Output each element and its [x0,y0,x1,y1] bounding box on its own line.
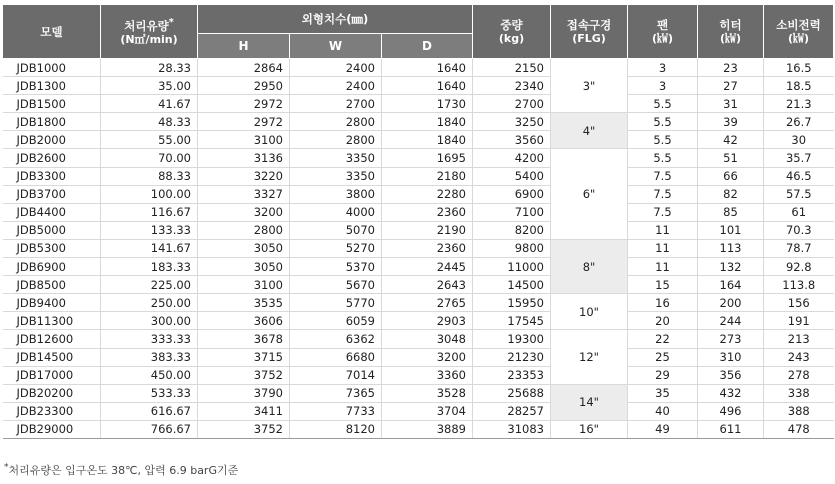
cell-model: JDB12600 [3,330,101,348]
cell-heater: 273 [698,330,764,348]
cell-h: 3411 [198,402,290,420]
cell-d: 2360 [382,203,473,221]
cell-power: 18.5 [764,77,834,95]
table-row [3,366,834,384]
cell-h: 2864 [198,59,290,77]
cell-model: JDB17000 [3,366,101,384]
cell-flow: 300.00 [101,312,198,330]
cell-flow: 133.33 [101,221,198,239]
footnote-text: 처리유량은 입구온도 38℃, 압력 6.9 barG기준 [8,464,239,477]
cell-h: 2800 [198,221,290,239]
cell-d: 3048 [382,330,473,348]
cell-fan: 11 [628,239,698,257]
cell-weight: 15950 [473,294,551,312]
cell-w: 8120 [290,420,382,438]
header-w: W [290,34,382,59]
cell-w: 7365 [290,384,382,402]
cell-flow: 35.00 [101,77,198,95]
cell-model: JDB2600 [3,149,101,167]
table-row [3,294,834,312]
cell-heater: 164 [698,276,764,294]
cell-h: 3100 [198,131,290,149]
cell-fan: 22 [628,330,698,348]
header-weight-unit: (kg) [498,31,525,45]
cell-flow: 28.33 [101,59,198,77]
table-row [3,221,834,239]
cell-weight: 3560 [473,131,551,149]
cell-flow: 616.67 [101,402,198,420]
cell-d: 1640 [382,77,473,95]
table-row [3,167,834,185]
cell-d: 2180 [382,167,473,185]
cell-heater: 82 [698,185,764,203]
cell-fan: 3 [628,59,698,77]
table-row [3,149,834,167]
table-row [3,59,834,77]
cell-heater: 42 [698,131,764,149]
cell-w: 2800 [290,113,382,131]
cell-power: 388 [764,402,834,420]
cell-fan: 5.5 [628,113,698,131]
cell-h: 3678 [198,330,290,348]
table-row [3,95,834,113]
cell-model: JDB11300 [3,312,101,330]
cell-power: 243 [764,348,834,366]
cell-w: 2400 [290,59,382,77]
cell-connection: 4" [551,113,628,149]
cell-d: 2280 [382,185,473,203]
cell-d: 1695 [382,149,473,167]
cell-weight: 6900 [473,185,551,203]
cell-flow: 48.33 [101,113,198,131]
cell-heater: 496 [698,402,764,420]
cell-weight: 9800 [473,239,551,257]
header-heater-unit: (㎾) [719,31,742,45]
cell-connection: 10" [551,294,628,330]
table-header [3,5,834,59]
cell-flow: 55.00 [101,131,198,149]
cell-h: 3606 [198,312,290,330]
cell-power: 478 [764,420,834,438]
cell-weight: 25688 [473,384,551,402]
cell-w: 5070 [290,221,382,239]
cell-flow: 183.33 [101,258,198,276]
cell-w: 3800 [290,185,382,203]
cell-power: 338 [764,384,834,402]
cell-weight: 8200 [473,221,551,239]
cell-model: JDB29000 [3,420,101,438]
cell-heater: 244 [698,312,764,330]
cell-w: 2700 [290,95,382,113]
footnote [4,462,238,478]
header-weight: 중량 (kg) [473,5,551,59]
cell-flow: 88.33 [101,167,198,185]
cell-d: 2643 [382,276,473,294]
cell-model: JDB1800 [3,113,101,131]
cell-w: 4000 [290,203,382,221]
cell-w: 5370 [290,258,382,276]
cell-h: 3715 [198,348,290,366]
cell-w: 2800 [290,131,382,149]
cell-fan: 5.5 [628,149,698,167]
cell-d: 3528 [382,384,473,402]
cell-fan: 15 [628,276,698,294]
cell-power: 26.7 [764,113,834,131]
cell-heater: 23 [698,59,764,77]
cell-model: JDB1500 [3,95,101,113]
table-row [3,239,834,257]
cell-model: JDB1300 [3,77,101,95]
cell-heater: 611 [698,420,764,438]
cell-power: 78.7 [764,239,834,257]
cell-model: JDB5000 [3,221,101,239]
cell-weight: 17545 [473,312,551,330]
cell-d: 3200 [382,348,473,366]
cell-heater: 101 [698,221,764,239]
cell-power: 113.8 [764,276,834,294]
cell-flow: 766.67 [101,420,198,438]
cell-flow: 141.67 [101,239,198,257]
cell-power: 70.3 [764,221,834,239]
table-row [3,113,834,131]
cell-d: 3704 [382,402,473,420]
cell-flow: 533.33 [101,384,198,402]
cell-h: 2972 [198,113,290,131]
header-fan-unit: (㎾) [651,31,674,45]
header-d: D [382,34,473,59]
cell-d: 1840 [382,113,473,131]
cell-power: 46.5 [764,167,834,185]
cell-heater: 132 [698,258,764,276]
cell-fan: 25 [628,348,698,366]
cell-d: 2360 [382,239,473,257]
cell-weight: 5400 [473,167,551,185]
cell-heater: 39 [698,113,764,131]
cell-heater: 85 [698,203,764,221]
cell-connection: 12" [551,330,628,384]
cell-h: 3050 [198,258,290,276]
cell-flow: 383.33 [101,348,198,366]
cell-h: 3200 [198,203,290,221]
cell-d: 3360 [382,366,473,384]
cell-power: 278 [764,366,834,384]
cell-w: 2400 [290,77,382,95]
cell-fan: 29 [628,366,698,384]
cell-flow: 250.00 [101,294,198,312]
cell-fan: 5.5 [628,95,698,113]
cell-h: 2950 [198,77,290,95]
cell-h: 3790 [198,384,290,402]
cell-weight: 31083 [473,420,551,438]
cell-flow: 450.00 [101,366,198,384]
cell-w: 3350 [290,149,382,167]
cell-d: 1730 [382,95,473,113]
cell-model: JDB14500 [3,348,101,366]
cell-d: 3889 [382,420,473,438]
cell-heater: 66 [698,167,764,185]
cell-weight: 14500 [473,276,551,294]
cell-power: 92.8 [764,258,834,276]
header-model: 모델 [3,5,101,59]
table-row [3,348,834,366]
cell-weight: 3250 [473,113,551,131]
cell-h: 3327 [198,185,290,203]
cell-power: 213 [764,330,834,348]
cell-w: 6680 [290,348,382,366]
cell-w: 7014 [290,366,382,384]
header-fan: 팬 (㎾) [628,5,698,59]
cell-heater: 51 [698,149,764,167]
table-row [3,330,834,348]
header-power-unit: (㎾) [787,31,810,45]
header-dims: 외형치수(㎜) [198,5,473,34]
cell-w: 5770 [290,294,382,312]
cell-d: 1640 [382,59,473,77]
cell-w: 6362 [290,330,382,348]
cell-model: JDB6900 [3,258,101,276]
cell-fan: 11 [628,221,698,239]
cell-fan: 40 [628,402,698,420]
cell-heater: 31 [698,95,764,113]
cell-model: JDB2000 [3,131,101,149]
cell-flow: 41.67 [101,95,198,113]
cell-power: 156 [764,294,834,312]
cell-model: JDB20200 [3,384,101,402]
cell-weight: 11000 [473,258,551,276]
cell-flow: 225.00 [101,276,198,294]
cell-w: 5270 [290,239,382,257]
cell-connection: 14" [551,384,628,420]
cell-model: JDB9400 [3,294,101,312]
cell-heater: 113 [698,239,764,257]
cell-model: JDB8500 [3,276,101,294]
cell-weight: 28257 [473,402,551,420]
cell-connection: 8" [551,239,628,293]
cell-fan: 16 [628,294,698,312]
header-flow: 처리유량* (N㎥/min) [101,5,198,59]
cell-heater: 356 [698,366,764,384]
cell-h: 3220 [198,167,290,185]
cell-weight: 21230 [473,348,551,366]
cell-weight: 2150 [473,59,551,77]
cell-h: 3100 [198,276,290,294]
table-row [3,312,834,330]
table-row [3,384,834,402]
cell-fan: 7.5 [628,203,698,221]
cell-h: 3050 [198,239,290,257]
cell-model: JDB3300 [3,167,101,185]
cell-power: 57.5 [764,185,834,203]
cell-fan: 20 [628,312,698,330]
cell-flow: 333.33 [101,330,198,348]
spec-table [2,4,834,439]
cell-heater: 200 [698,294,764,312]
cell-fan: 3 [628,77,698,95]
cell-power: 35.7 [764,149,834,167]
cell-heater: 310 [698,348,764,366]
cell-power: 16.5 [764,59,834,77]
table-row [3,258,834,276]
cell-d: 2903 [382,312,473,330]
table-row [3,276,834,294]
footnote-mark: * [4,462,9,473]
header-flow-unit: (N㎥/min) [120,32,178,46]
cell-model: JDB23300 [3,402,101,420]
cell-heater: 432 [698,384,764,402]
cell-connection: 6" [551,149,628,239]
cell-model: JDB5300 [3,239,101,257]
cell-h: 2972 [198,95,290,113]
cell-model: JDB3700 [3,185,101,203]
cell-h: 3752 [198,420,290,438]
cell-h: 3136 [198,149,290,167]
cell-h: 3752 [198,366,290,384]
cell-model: JDB1000 [3,59,101,77]
table-row [3,203,834,221]
cell-fan: 11 [628,258,698,276]
cell-power: 21.3 [764,95,834,113]
table-body [3,59,834,439]
cell-d: 2445 [382,258,473,276]
cell-connection: 16" [551,420,628,438]
cell-fan: 35 [628,384,698,402]
cell-weight: 2700 [473,95,551,113]
cell-weight: 4200 [473,149,551,167]
cell-flow: 100.00 [101,185,198,203]
cell-w: 5670 [290,276,382,294]
header-connection: 접속구경 (FLG) [551,5,628,59]
cell-weight: 7100 [473,203,551,221]
cell-flow: 70.00 [101,149,198,167]
cell-fan: 5.5 [628,131,698,149]
cell-w: 6059 [290,312,382,330]
cell-h: 3535 [198,294,290,312]
table-row [3,420,834,438]
cell-power: 61 [764,203,834,221]
table-row [3,185,834,203]
cell-fan: 49 [628,420,698,438]
cell-heater: 27 [698,77,764,95]
table-row [3,77,834,95]
header-heater: 히터 (㎾) [698,5,764,59]
cell-w: 3350 [290,167,382,185]
cell-weight: 23353 [473,366,551,384]
cell-flow: 116.67 [101,203,198,221]
cell-power: 191 [764,312,834,330]
header-power: 소비전력 (㎾) [764,5,834,59]
table-row [3,131,834,149]
cell-fan: 7.5 [628,167,698,185]
cell-fan: 7.5 [628,185,698,203]
cell-power: 30 [764,131,834,149]
cell-model: JDB4400 [3,203,101,221]
cell-d: 2765 [382,294,473,312]
header-h: H [198,34,290,59]
cell-weight: 2340 [473,77,551,95]
cell-d: 1840 [382,131,473,149]
table-row [3,402,834,420]
header-connection-unit: (FLG) [572,31,606,45]
cell-connection: 3" [551,59,628,113]
cell-weight: 19300 [473,330,551,348]
cell-w: 7733 [290,402,382,420]
cell-d: 2190 [382,221,473,239]
